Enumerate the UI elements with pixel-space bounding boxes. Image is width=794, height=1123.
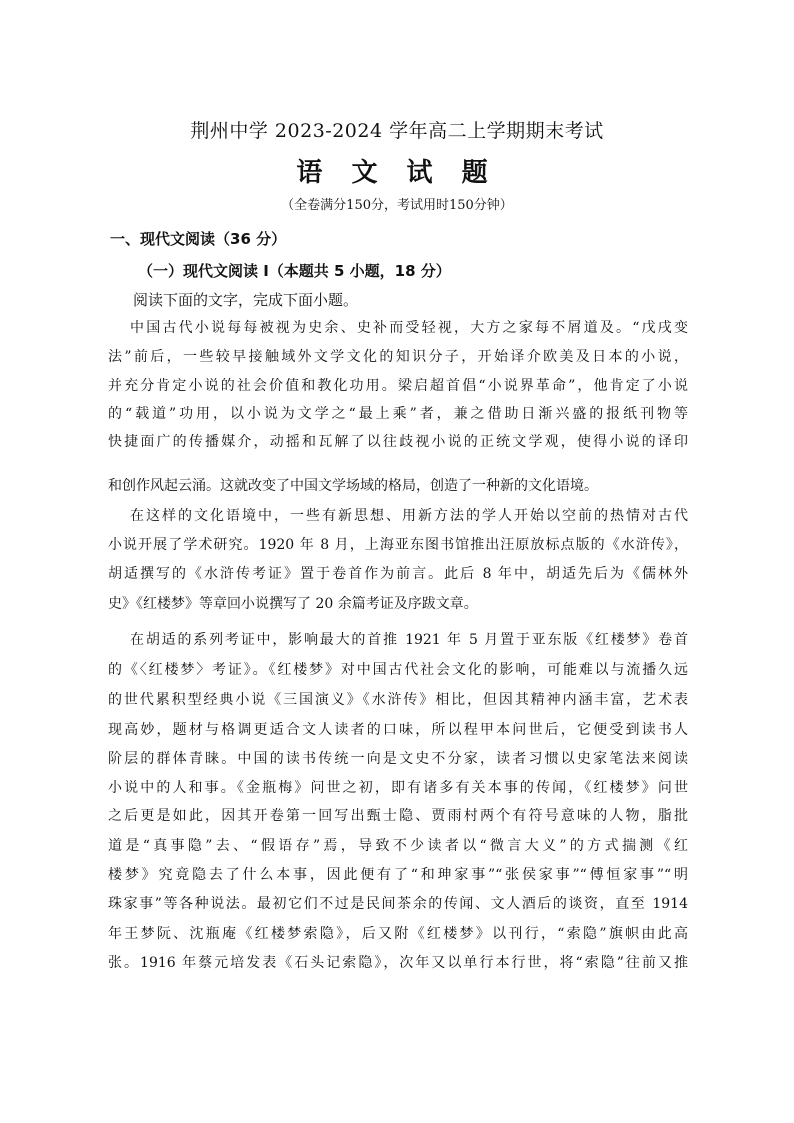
passage-line: 的《〈红楼梦〉考证》。《红楼梦》对中国古代社会文化的影响，可能难以与流播久远 [108,662,688,678]
passage-line: 小说开展了学术研究。1920 年 8 月，上海亚东图书馆推出汪原放标点版的《水浒传》， [108,537,688,553]
passage-line: 和创作风起云涌。这就改变了中国文学场域的格局，创造了一种新的文化语境。 [108,478,598,494]
passage-line: 法”前后，一些较早接触域外文学文化的知识分子，开始译介欧美及日本的小说， [108,349,688,365]
passage-line: 楼梦》究竟隐去了什么本事，因此便有了“和珅家事”“张侯家事”“傅恒家事”“明 [108,867,688,883]
passage-line: 并充分肯定小说的社会价值和教化功用。梁启超首倡“小说界革命”，他肯定了小说 [108,378,688,394]
passage-line: 年王梦阮、沈瓶庵《红楼梦索隐》，后又附《红楼梦》以刊行，“索隐”旗帜由此高 [108,926,688,942]
exam-title: 荆州中学 2023-2024 学年高二上学期期末考试 [190,120,604,142]
exam-subject: 语 文 试 题 [296,158,498,188]
passage-line: 之后更是如此，因其开卷第一回写出甄士隐、贾雨村两个有符号意味的人物，脂批 [108,808,688,824]
passage-line: 胡适撰写的《水浒传考证》置于卷首作为前言。此后 8 年中，胡适先后为《儒林外 [108,566,688,582]
section-heading: 一、现代文阅读（36 分） [110,230,287,248]
passage-line: 张。1916 年蔡元培发表《石头记索隐》，次年又以单行本行世，将“索隐”往前又推 [108,955,688,971]
section-subheading: （一）现代文阅读 I（本题共 5 小题，18 分） [138,262,451,280]
reading-instruction: 阅读下面的文字，完成下面小题。 [133,291,359,309]
passage-line: 道是“真事隐”去、“假语存”焉，导致不少读者以“微言大义”的方式揣测《红 [108,838,688,854]
passage-line: 在这样的文化语境中，一些有新思想、用新方法的学人开始以空前的热情对古代 [130,508,688,524]
passage-line: 的“载道”功用，以小说为文学之“最上乘”者，兼之借助日渐兴盛的报纸刊物等 [108,406,688,422]
passage-line: 阶层的群体青睐。中国的读书传统一向是文史不分家，读者习惯以史家笔法来阅读 [108,751,688,767]
passage-line: 珠家事”等各种说法。最初它们不过是民间茶余的传闻、文人酒后的谈资，直至 1914 [108,896,688,912]
passage-line: 在胡适的系列考证中，影响最大的首推 1921 年 5 月置于亚东版《红楼梦》卷首 [130,632,688,648]
passage-line: 史》《红楼梦》等章回小说撰写了 20 余篇考证及序跋文章。 [108,596,478,612]
passage-line: 快捷面广的传播媒介，动摇和瓦解了以往歧视小说的正统文学观，使得小说的译印 [108,434,688,450]
passage-line: 小说中的人和事。《金瓶梅》问世之初，即有诸多有关本事的传闻，《红楼梦》问世 [108,780,688,796]
passage-line: 中国古代小说每每被视为史余、史补而受轻视，大方之家每不屑道及。“戊戌变 [130,320,688,336]
passage-line: 现高妙，题材与格调更适合文人读者的口味，所以程甲本问世后，它便受到读书人 [108,722,688,738]
passage-line: 的世代累积型经典小说《三国演义》《水浒传》相比，但因其精神内涵丰富，艺术表 [108,692,688,708]
exam-note: （全卷满分150分，考试用时150分钟） [281,198,513,213]
